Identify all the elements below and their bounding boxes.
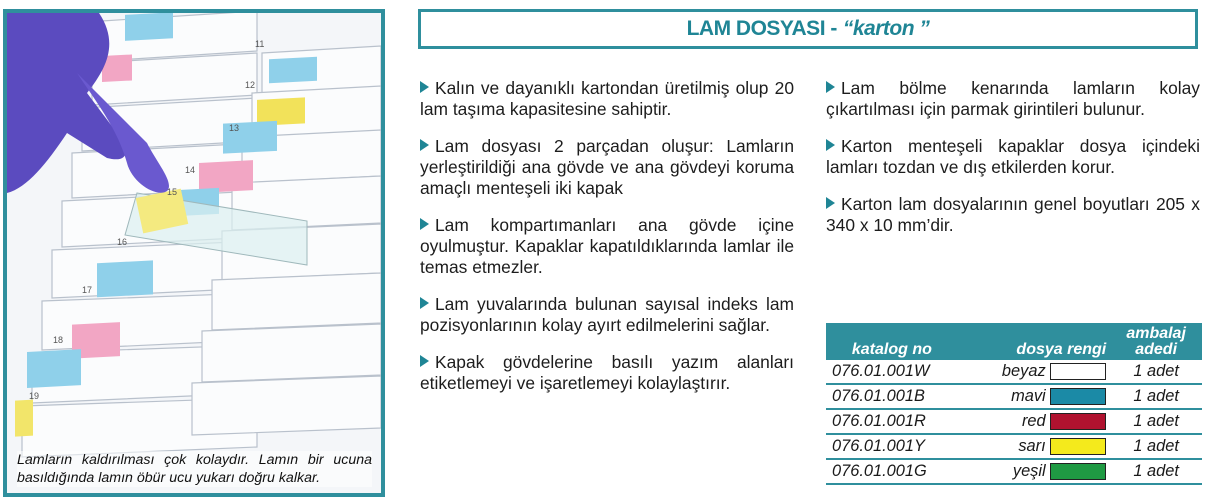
catalog-code: 076.01.001R [826,409,958,434]
package-qty: 1 adet [1110,409,1202,434]
color-cell [958,409,1110,434]
package-qty: 1 adet [1110,384,1202,409]
slot-number: 13 [229,123,240,133]
color-cell [958,360,1110,384]
bullet-arrow-icon [420,297,429,309]
slot-number: 16 [117,237,128,247]
bullet-arrow-icon [826,81,835,93]
slot-number: 18 [53,335,64,345]
table-row [826,459,1202,484]
feature-bullet: Lam yuvalarında bulunan sayısal indeks lam pozisyonlarının kolay ayırt edilmelerini sağlar. [420,294,794,335]
slide-label-blue [27,349,81,388]
table-header-row [826,323,1202,360]
bullet-arrow-icon [420,81,429,93]
color-cell [958,459,1110,484]
feature-bullet: Kalın ve dayanıklı kartondan üretilmiş olup 20 lam taşıma kapasitesine sahiptir. [420,78,794,119]
header-package-qty: ambalaj adedi [1110,323,1202,360]
slide-label-blue [223,121,277,154]
table-row [826,384,1202,409]
feature-bullet: Lam kompartımanları ana gövde içine oyulmuştur. Kapaklar kapatıldıklarında lamlar ile temas etmezler. [420,215,794,277]
slide-label-blue [97,260,153,297]
slot-number: 14 [185,165,196,175]
color-name: yeşil [1012,462,1046,480]
product-photo [3,9,385,497]
color-swatch [1050,363,1106,380]
page-title [418,9,1198,49]
bullet-arrow-icon [826,197,835,209]
color-name: red [1021,412,1046,430]
slide-label-yellow [15,400,33,437]
slot-number: 19 [29,391,40,401]
title-sub: “karton ” [842,17,930,40]
feature-bullet: Lam dosyası 2 parçadan oluşur: Lamların yerleştirildiği ana gövde ve ana gövdeyi koruma amaçlı menteşeli iki kapak [420,136,794,198]
catalog-code: 076.01.001G [826,459,958,484]
slot-number: 12 [245,80,256,90]
bullet-arrow-icon [826,139,835,151]
color-swatch [1050,463,1106,480]
color-swatch [1050,438,1106,455]
bullet-arrow-icon [420,355,429,367]
slot-number: 17 [82,285,93,295]
color-cell [958,434,1110,459]
slide-label-blue [125,13,173,41]
photo-caption: Lamların kaldırılması çok kolaydır. Lamın bir ucuna basıldığında lamın öbür ucu yukarı doğru kalkar. [17,452,372,486]
header-file-color: dosya rengi [958,323,1110,360]
slide-label-pink [199,160,253,193]
package-qty: 1 adet [1110,434,1202,459]
color-swatch [1050,413,1106,430]
bullet-arrow-icon [420,218,429,230]
bullet-arrow-icon [420,139,429,151]
slot-number: 15 [167,187,178,197]
table-row [826,409,1202,434]
package-qty: 1 adet [1110,360,1202,384]
color-swatch [1050,388,1106,405]
slide-label-blue [269,57,317,84]
header-catalog-no: katalog no [826,323,958,360]
title-main: LAM DOSYASI - [686,17,837,40]
catalog-code: 076.01.001B [826,384,958,409]
color-name: sarı [1018,437,1046,455]
feature-bullet: Kapak gövdelerine basılı yazım alanları etiketlemeyi ve işaretlemeyi kolaylaştırır. [420,352,794,393]
table-row [826,434,1202,459]
catalog-code: 076.01.001W [826,360,958,384]
catalog-table [826,323,1202,485]
package-qty: 1 adet [1110,459,1202,484]
feature-list-left [420,78,794,410]
feature-bullet: Karton lam dosyalarının genel boyutları 205 x 340 x 10 mm’dir. [826,194,1200,235]
color-cell [958,384,1110,409]
feature-list-right [826,78,1200,252]
color-name: mavi [1011,387,1046,405]
catalog-code: 076.01.001Y [826,434,958,459]
color-name: beyaz [1001,362,1046,380]
slide-folder-illustration [7,13,381,493]
table-row [826,360,1202,384]
slot-number: 11 [255,39,265,49]
feature-bullet: Lam bölme kenarında lamların kolay çıkartılması için parmak girintileri bulunur. [826,78,1200,119]
feature-bullet: Karton menteşeli kapaklar dosya içindeki lamları tozdan ve dış etkilerden korur. [826,136,1200,177]
